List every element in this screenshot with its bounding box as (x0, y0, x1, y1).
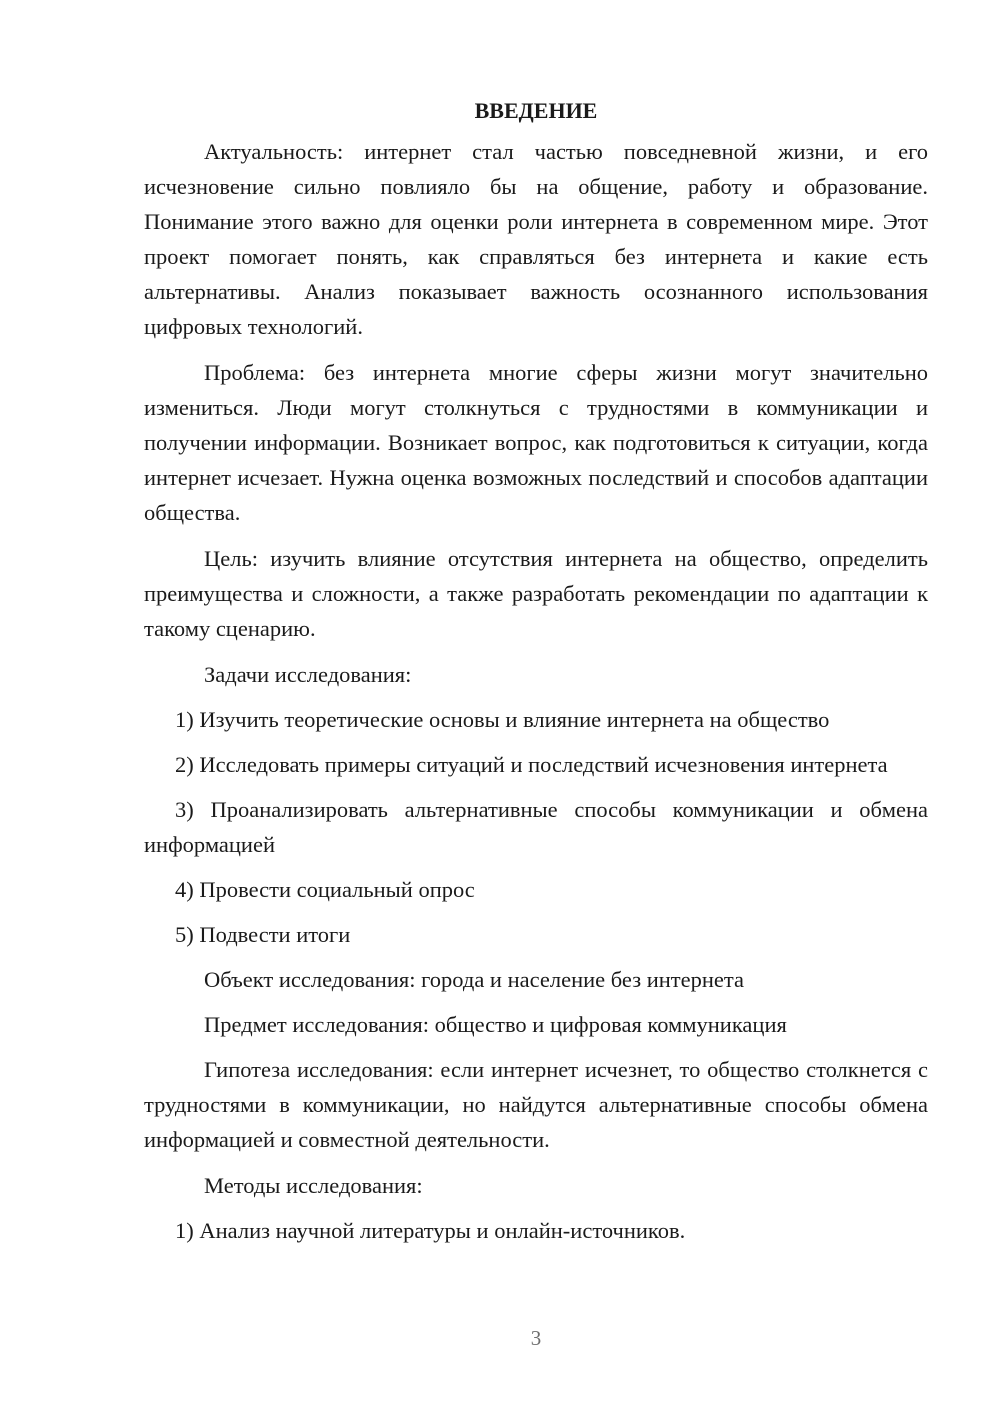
subject-paragraph: Предмет исследования: общество и цифровая коммуникация (204, 1012, 787, 1037)
hypothesis-paragraph: Гипотеза исследования: если интернет исчезнет, то общество столкнется с трудностями в коммуникации, но найдутся альтернативные способы обмена информацией и совместной деятельности. (144, 1057, 928, 1152)
goal-paragraph: Цель: изучить влияние отсутствия интернета на общество, определить преимущества и сложности, а также разработать рекомендации по адаптации к такому сценарию. (144, 546, 928, 641)
page-title: ВВЕДЕНИЕ (474, 98, 598, 123)
relevance-paragraph: Актуальность: интернет стал частью повседневной жизни, и его исчезновение сильно повлияло бы на общение, работу и образование. Понимание этого важно для оценки роли интернета в современном мире. Этот проект помогает понять, как справляться без интернета и какие есть альтернативы. Анализ показывает важность осознанного использования цифровых технологий. (144, 139, 928, 339)
problem-paragraph: Проблема: без интернета многие сферы жизни могут значительно измениться. Люди могут столкнуться с трудностями в коммуникации и получении информации. Возникает вопрос, как подготовиться к ситуации, когда интернет исчезает. Нужна оценка возможных последствий и способов адаптации общества. (144, 360, 928, 525)
method-item-1: 1) Анализ научной литературы и онлайн-источников. (175, 1218, 686, 1243)
task-item-4: 4) Провести социальный опрос (175, 877, 475, 902)
task-item-2: 2) Исследовать примеры ситуаций и последствий исчезновения интернета (175, 752, 888, 777)
task-item-3: 3) Проанализировать альтернативные способы коммуникации и обмена информацией (144, 797, 928, 857)
page-content (144, 92, 928, 1258)
object-paragraph: Объект исследования: города и население без интернета (204, 967, 744, 992)
page-number: 3 (530, 1326, 542, 1350)
methods-heading: Методы исследования: (204, 1173, 423, 1198)
task-item-5: 5) Подвести итоги (175, 922, 351, 947)
tasks-heading: Задачи исследования: (204, 662, 412, 687)
task-item-1: 1) Изучить теоретические основы и влияние интернета на общество (175, 707, 830, 732)
